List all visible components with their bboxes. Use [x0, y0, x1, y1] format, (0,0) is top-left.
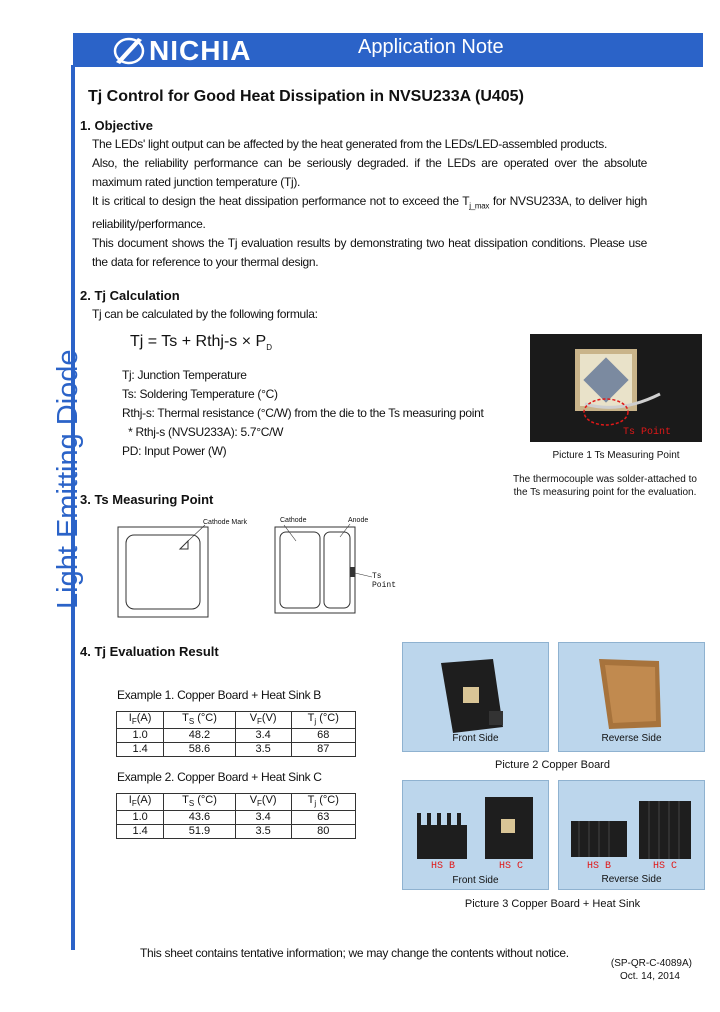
col-tj: $T_j$ (°C): [291, 794, 355, 811]
picture3-reverse-hsc: HS C: [653, 861, 678, 872]
picture1-caption: Picture 1 Ts Measuring Point: [552, 450, 680, 461]
example2-title: Example 2. Copper Board + Heat Sink C: [117, 770, 322, 784]
cell: 1.0: [117, 811, 164, 825]
table-row: [117, 729, 356, 743]
objective-p4: This document shows the Tj evaluation results by demonstrating two heat dissipation conditions. Please use the data for reference to your thermal design.: [92, 236, 647, 270]
example2-table: [116, 793, 356, 839]
page-title: Tj Control for Good Heat Dissipation in NVSU233A (U405): [88, 88, 524, 105]
section-measuring-heading: 3. Ts Measuring Point: [80, 492, 214, 507]
cell: 63: [291, 811, 355, 825]
brand-name: NICHIA: [149, 35, 252, 66]
led-photo-icon: [530, 334, 702, 442]
nichia-logo-icon: [112, 36, 146, 66]
example1-title: Example 1. Copper Board + Heat Sink B: [117, 688, 322, 702]
col-if: $I_F(A)$: [117, 712, 164, 729]
objective-p2: Also, the reliability performance can be seriously degraded. if the LEDs are operated over the absolute maximum rated junction temperature (Tj).: [92, 156, 647, 189]
tj-formula: [130, 333, 272, 352]
cell: 3.4: [235, 729, 291, 743]
table-header-row: [117, 712, 356, 729]
table-header-row: [117, 794, 356, 811]
picture1-photo: [530, 334, 702, 442]
cell: 58.6: [164, 743, 236, 757]
cell: 1.4: [117, 743, 164, 757]
doc-type: Application Note: [358, 36, 504, 58]
picture3-reverse-photo: [558, 780, 705, 890]
picture3-front-hsb: HS B: [431, 861, 456, 872]
package-outline-icon: [110, 515, 410, 625]
section-objective-heading: 1. Objective: [80, 118, 153, 133]
col-vf: $V_F(V)$: [235, 712, 291, 729]
picture3-reverse-label: Reverse Side: [601, 874, 662, 885]
section-evaluation-heading: 4. Tj Evaluation Result: [80, 644, 219, 659]
picture1-note: [508, 473, 702, 499]
footer-doc-code: (SP-QR-C-4089A): [610, 958, 692, 969]
brand-logo: [112, 36, 251, 66]
heat-sink-front-icon: [403, 781, 548, 889]
def-rthjs-value: * Rthj-s (NVSU233A): 5.7°C/W: [122, 425, 284, 439]
def-ts: Ts: Soldering Temperature (°C): [122, 387, 278, 401]
table-row: [117, 825, 356, 839]
cell: 3.5: [235, 743, 291, 757]
col-ts: $T_S$ (°C): [164, 712, 236, 729]
objective-text: [92, 135, 647, 272]
def-rthjs: Rthj-s: Thermal resistance (°C/W) from the die to the Ts measuring point: [122, 406, 484, 420]
cell: 48.2: [164, 729, 236, 743]
objective-p3-a: It is critical to design the heat dissipation performance not to exceed the T: [92, 194, 470, 208]
heat-sink-reverse-icon: [559, 781, 704, 889]
footer-notice: This sheet contains tentative information; we may change the contents without notice.: [140, 946, 569, 960]
objective-p3: [92, 192, 647, 234]
label-ts-point: Ts Point: [372, 572, 397, 590]
cell: 1.0: [117, 729, 164, 743]
table-row: [117, 811, 356, 825]
table-row: [117, 743, 356, 757]
picture1-ts-label: Ts Point: [623, 427, 672, 438]
cell: 87: [291, 743, 355, 757]
calculation-intro: Tj can be calculated by the following formula:: [92, 307, 318, 321]
def-tj: Tj: Junction Temperature: [122, 368, 247, 382]
def-pd: PD: Input Power (W): [122, 444, 227, 458]
cell: 1.4: [117, 825, 164, 839]
picture2-front-label: Front Side: [452, 733, 499, 744]
cell: 3.5: [235, 825, 291, 839]
cell: 43.6: [164, 811, 236, 825]
picture3-reverse-hsb: HS B: [587, 861, 612, 872]
formula-sub: D: [266, 343, 272, 353]
cell: 51.9: [164, 825, 236, 839]
picture3-front-photo: [402, 780, 549, 890]
picture2-caption: Picture 2 Copper Board: [495, 759, 610, 771]
picture1-note-l2: the Ts measuring point for the evaluation.: [513, 487, 697, 498]
objective-p3-sub: j_max: [469, 201, 490, 211]
picture3-front-label: Front Side: [452, 875, 499, 886]
picture2-reverse-photo: [558, 642, 705, 752]
section-calculation-heading: 2. Tj Calculation: [80, 288, 180, 303]
picture2-front-photo: [402, 642, 549, 752]
sidebar-text: Light Emitting Diode: [52, 349, 84, 609]
picture2-reverse-label: Reverse Side: [601, 733, 662, 744]
footer-date: Oct. 14, 2014: [619, 971, 680, 982]
picture3-front-hsc: HS C: [499, 861, 524, 872]
objective-p3-b: for NVSU233A, to deliver high reliability/performance.: [92, 194, 647, 232]
label-anode: Anode: [348, 517, 369, 524]
example1-table: [116, 711, 356, 757]
cell: 68: [291, 729, 355, 743]
definitions-list: [122, 366, 484, 461]
col-vf: $V_F(V)$: [235, 794, 291, 811]
objective-p1: The LEDs' light output can be affected by the heat generated from the LEDs/LED-assembled products.: [92, 137, 607, 151]
col-ts: $T_S$ (°C): [164, 794, 236, 811]
measuring-diagram: [110, 515, 410, 625]
cell: 80: [291, 825, 355, 839]
col-tj: $T_j$ (°C): [291, 712, 355, 729]
label-cathode: Cathode: [280, 517, 307, 524]
col-if: $I_F(A)$: [117, 794, 164, 811]
picture1-note-l1: The thermocouple was solder-attached to: [513, 474, 697, 485]
formula-main: Tj = Ts + Rthj-s × P: [130, 333, 267, 350]
label-cathode-mark: Cathode Mark: [203, 519, 247, 526]
picture3-caption: Picture 3 Copper Board + Heat Sink: [464, 898, 641, 910]
cell: 3.4: [235, 811, 291, 825]
